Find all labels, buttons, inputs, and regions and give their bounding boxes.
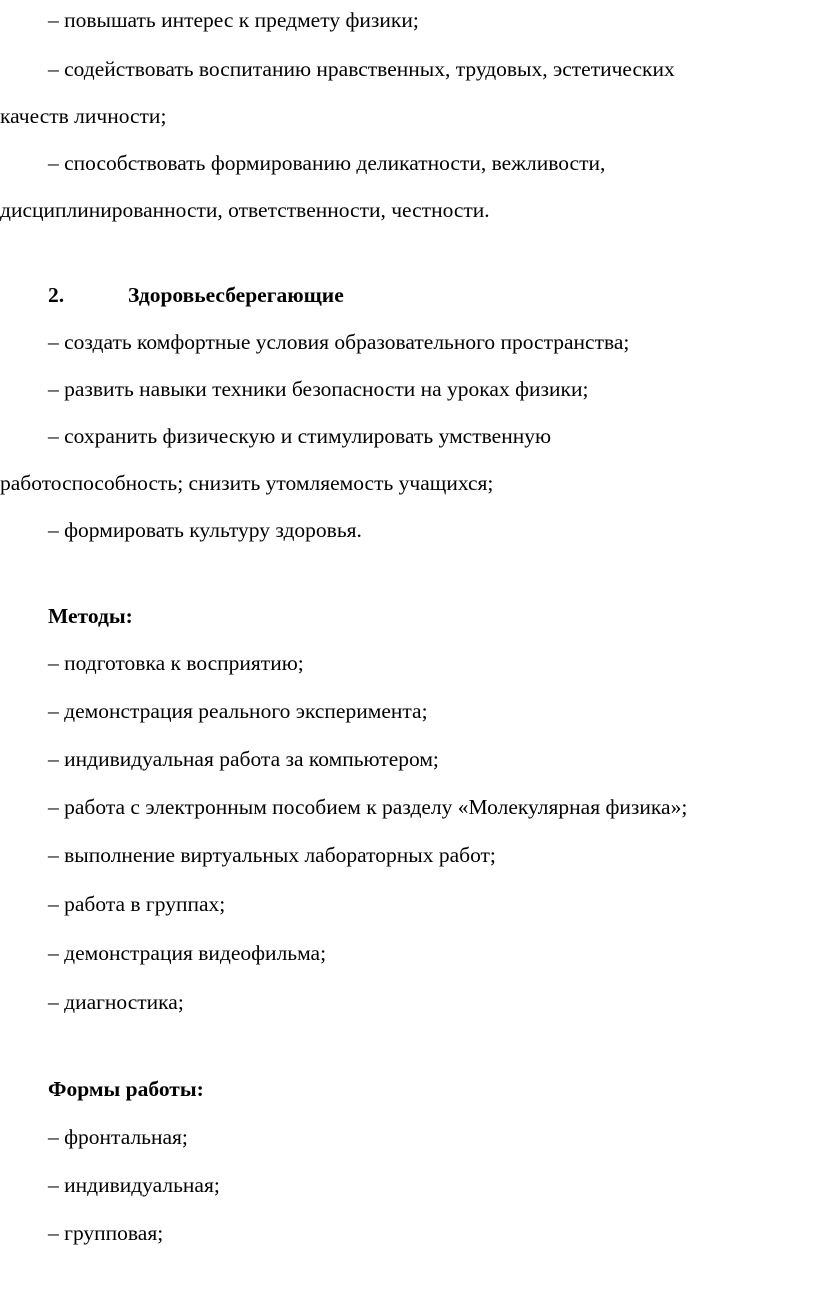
education-item-delicacy: – способствовать формированию деликатности, вежливости,: [48, 151, 606, 175]
forms-item-group: – групповая;: [48, 1221, 164, 1245]
forms-item-individual: – индивидуальная;: [48, 1173, 220, 1197]
forms-heading: Формы работы:: [48, 1077, 204, 1101]
forms-item-frontal: – фронтальная;: [48, 1125, 188, 1149]
health-item-preserve: – сохранить физическую и стимулировать умственную: [48, 424, 552, 448]
health-item-comfort: – создать комфортные условия образовательного пространства;: [48, 330, 630, 354]
health-heading: [0, 280, 816, 310]
health-item-preserve-cont: работоспособность; снизить утомляемость учащихся;: [0, 471, 494, 495]
education-item-upbringing: – содействовать воспитанию нравственных, трудовых, эстетических: [48, 57, 675, 81]
health-heading-number: 2.: [48, 283, 65, 307]
methods-item-demonstration: – демонстрация реального эксперимента;: [48, 699, 428, 723]
education-item-upbringing-cont: качеств личности;: [0, 104, 167, 128]
methods-item-video: – демонстрация видеофильма;: [48, 941, 327, 965]
health-heading-title: Здоровьесберегающие: [128, 283, 344, 307]
methods-item-preparation: – подготовка к восприятию;: [48, 651, 304, 675]
health-item-culture: – формировать культуру здоровья.: [48, 518, 362, 542]
education-item-interest: – повышать интерес к предмету физики;: [48, 8, 419, 32]
methods-item-virtual-labs: – выполнение виртуальных лабораторных работ;: [48, 843, 496, 867]
methods-item-computer: – индивидуальная работа за компьютером;: [48, 747, 439, 771]
education-item-delicacy-cont: дисциплинированности, ответственности, честности.: [0, 198, 490, 222]
health-item-safety: – развить навыки техники безопасности на уроках физики;: [48, 377, 589, 401]
methods-item-diagnostics: – диагностика;: [48, 990, 184, 1014]
methods-item-groups: – работа в группах;: [48, 892, 226, 916]
methods-heading: Методы:: [48, 604, 133, 628]
methods-item-electronic-manual: – работа с электронным пособием к разделу «Молекулярная физика»;: [48, 795, 688, 819]
